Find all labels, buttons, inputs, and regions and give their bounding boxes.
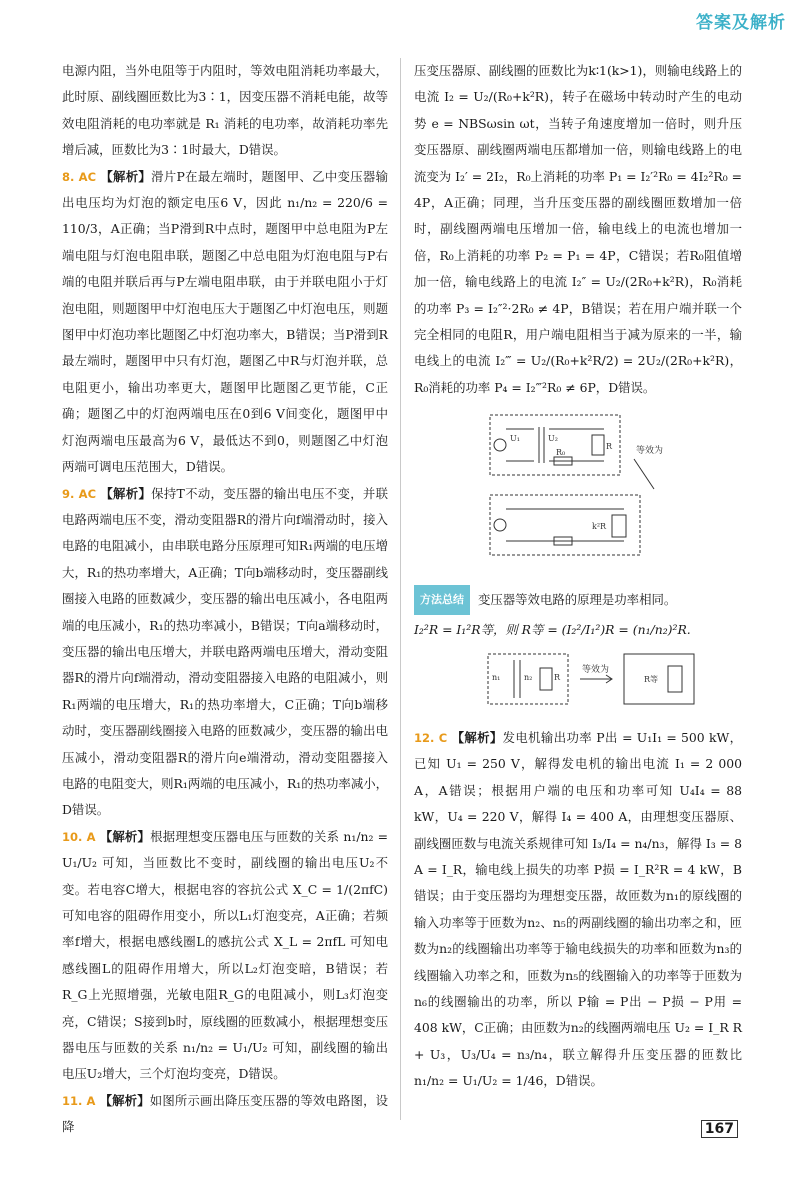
answer-9-text: 保持T不动，变压器的输出电压不变，并联电路两端电压不变，滑动变阻器R的滑片向f端滑动时，接入电路的电阻减小，由串联电路分压原理可知R₁两端的电压增大，R₁的热功率增大，A正确；T向b端移动时，变压器副线圈接入电路的匝数减少，变压器的输出电压减小，各电阻两端的电压减小，R₁的热功率减小，B错误；T向a端移动时，变压器的输出电压增大，并联电路两端电压增大，滑动变阻器R的滑片向f端滑动，滑动变阻器接入电路的电阻减小，则R₁两端的电压增大，R₁的热功率增大，C正确；T向b端移动时，变压器副线圈接入电路的匝数减少，变压器的输出电压减小，滑动变阻器R的滑片向e端滑动，滑动变阻器接入电路的电阻变大，则R₁两端的电压减小，R₁的热功率减小，D错误。 [62, 485, 389, 818]
answer-9 [62, 481, 388, 824]
label-n1: n₁ [492, 672, 501, 682]
answer-10-tag: 【解析】 [99, 828, 151, 844]
equivalent-circuit-diagram [484, 409, 684, 559]
answer-10-text: 根据理想变压器电压与匝数的关系 n₁/n₂ = U₁/U₂ 可知，当匝数比不变时，副线圈的输出电压U₂不变。若电容C增大，根据电容的容抗公式 X_C = 1/(2πfC) 可知电容的阻碍作用变小，所以L₁灯泡变亮，A正确；若频率f增大，根据电感线圈L的感抗公式 X_L = 2πfL 可知电感线圈L的阻碍作用增大，所以L₂灯泡变暗，B错误；若R_G上光照增强，光敏电阻R_G的电阻减小，则L₃灯泡变亮，C错误；S接到b时，原线圈的匝数减小，根据理想变压器电压与匝数的关系 n₁/n₂ = U₁/U₂ 可知，副线圈的输出电压U₂增大，三个灯泡均变亮，D错误。 [62, 828, 389, 1082]
label-u2: U₂ [548, 434, 558, 444]
resistor-k2R [612, 515, 626, 537]
page-header-title: 答案及解析 [696, 13, 786, 33]
method-summary-diagram [484, 650, 704, 710]
method-summary [414, 585, 742, 615]
answer-12-number: 12. C [414, 730, 448, 745]
label-u1: U₁ [510, 434, 520, 444]
answer-8 [62, 164, 388, 481]
equivalent-label: 等效为 [636, 446, 664, 457]
page-number: 167 [701, 1120, 738, 1138]
method-summary-formula: I₂²R = I₁²R等，则 R等 = (I₂²/I₁²)R = (n₁/n₂)²R. [414, 622, 691, 638]
label-r: R [606, 442, 613, 452]
answer-8-tag: 【解析】 [100, 168, 152, 184]
right-column [414, 58, 742, 1095]
original-circuit-box [490, 415, 620, 475]
answer-11-tag: 【解析】 [99, 1092, 150, 1108]
left-intro-paragraph: 电源内阻，当外电阻等于内阻时，等效电阻消耗功率最大，此时原、副线圈匝数比为3∶1，因变压器不消耗电能，故等效电阻消耗的电功率就是 R₁ 消耗的电功率，故消耗功率先增后减，匝数比为3∶1时最大，D错误。 [62, 63, 388, 158]
answer-8-number: 8. AC [62, 169, 97, 184]
answer-11 [62, 1088, 388, 1141]
label-r0: R₀ [556, 448, 566, 458]
resistor-R [592, 435, 604, 455]
method-summary-text: 变压器等效电路的原理是功率相同。 [478, 591, 677, 607]
answer-11-continued: 压变压器原、副线圈的匝数比为k∶1(k>1)，则输电线路上的电流 I₂ = U₂/(R₀+k²R)，转子在磁场中转动时产生的电动势 e = NBSωsin ωt，当转子角速度增加一倍时，则升压变压器原、副线圈两端电压都增加一倍，则输电线路上的电流变为 I₂′ = 2I₂，R₀上消耗的功率 P₁ = I₂′²R₀ = 4I₂²R₀ = 4P，A正确；同理，当升压变压器的副线圈匝数增加一倍时，副线圈两端电压增加一倍，输电线上的电流也增加一倍，R₀上消耗的功率 P₂ = P₁ = 4P，C错误；若R₀阻值增加一倍，输电线路上的电流 I₂″ = U₂/(2R₀+k²R)，R₀消耗的功率 P₃ = I₂″²·2R₀ ≠ 4P，B错误；若在用户端并联一个完全相同的电阻R，用户端电阻相当于减为原来的一半，输电线上的电流 I₂‴ = U₂/(R₀+k²R/2) = 2U₂/(2R₀+k²R)，R₀消耗的功率 P₄ = I₂‴²R₀ ≠ 6P，D错误。 [414, 63, 742, 395]
answer-8-text: 滑片P在最左端时，题图甲、乙中变压器输出电压均为灯泡的额定电压6 V，因此 n₁/n₂ = 220/6 = 110/3，A正确；当P滑到R中点时，题图甲中总电阻为P左端电阻与灯泡电阻串联，题图乙中总电阻为灯泡电阻与P右端的电阻并联后再与P左端电阻串联，由于并联电阻小于灯泡电阻，则题图甲中灯泡电压大于题图乙中灯泡电压，则题图甲中灯泡功率比题图乙中灯泡功率大，B错误；当P滑到R最左端时，题图甲中只有灯泡，题图乙中R与灯泡并联，总电阻更小，输出功率更大，题图甲比题图乙更节能，C正确；题图乙中的灯泡两端电压在0到6 V间变化，题图甲中灯泡两端电压最高为6 V，最低达不到0，则题图乙中灯泡两端可调电压范围大，D错误。 [62, 168, 389, 475]
ac-source-1 [494, 439, 506, 451]
answer-11-number: 11. A [62, 1093, 96, 1108]
tip-equivalent-label: 等效为 [582, 664, 610, 675]
answer-10-number: 10. A [62, 829, 96, 844]
equivalent-circuit-box [490, 495, 640, 555]
label-r-tip: R [554, 672, 561, 682]
answer-9-number: 9. AC [62, 486, 97, 501]
column-divider [400, 58, 401, 1120]
label-r-eq: R等 [644, 674, 659, 684]
answer-12 [414, 725, 742, 1095]
ac-source-2 [494, 519, 506, 531]
answer-12-text: 发电机输出功率 P出 = U₁I₁ = 500 kW，已知 U₁ = 250 V，解得发电机的输出电流 I₁ = 2 000 A，A错误；根据用户端的电压和功率可知 U₄I₄ = 88 kW，U₄ = 220 V，解得 I₄ = 400 A，由理想变压器原、副线圈匝数与电流关系规律可知 I₃/I₄ = n₄/n₃，解得 I₃ = 8 A = I_R，输电线上损失的功率 P损 = I_R²R = 4 kW，B错误；由于变压器均为理想变压器，故匝数为n₁的原线圈的输入功率等于匝数为n₂、n₅的两副线圈的输出功率之和，匝数为n₂的线圈输出功率等于输电线损失的功率和匝数为n₃的线圈输入功率之和，匝数为n₅的线圈输入的功率等于匝数为n₆的线圈输出的功率，所以 P输 = P出 − P损 − P用 = 408 kW，C正确；由匝数为n₂的线圈两端电压 U₂ = I_R R + U₃，U₃/U₄ = n₃/n₄，联立解得升压变压器的匝数比 n₁/n₂ = U₁/U₂ = 1/46，D错误。 [414, 729, 743, 1089]
answer-12-tag: 【解析】 [451, 729, 503, 745]
answer-10 [62, 824, 388, 1088]
answer-11-text: 如图所示画出降压变压器的等效电路图，设降 [62, 1092, 389, 1135]
answer-9-tag: 【解析】 [100, 485, 152, 501]
label-n2: n₂ [524, 672, 533, 682]
method-summary-badge: 方法总结 [414, 585, 470, 615]
label-k2r: k²R [592, 522, 607, 532]
left-column [62, 58, 388, 1141]
